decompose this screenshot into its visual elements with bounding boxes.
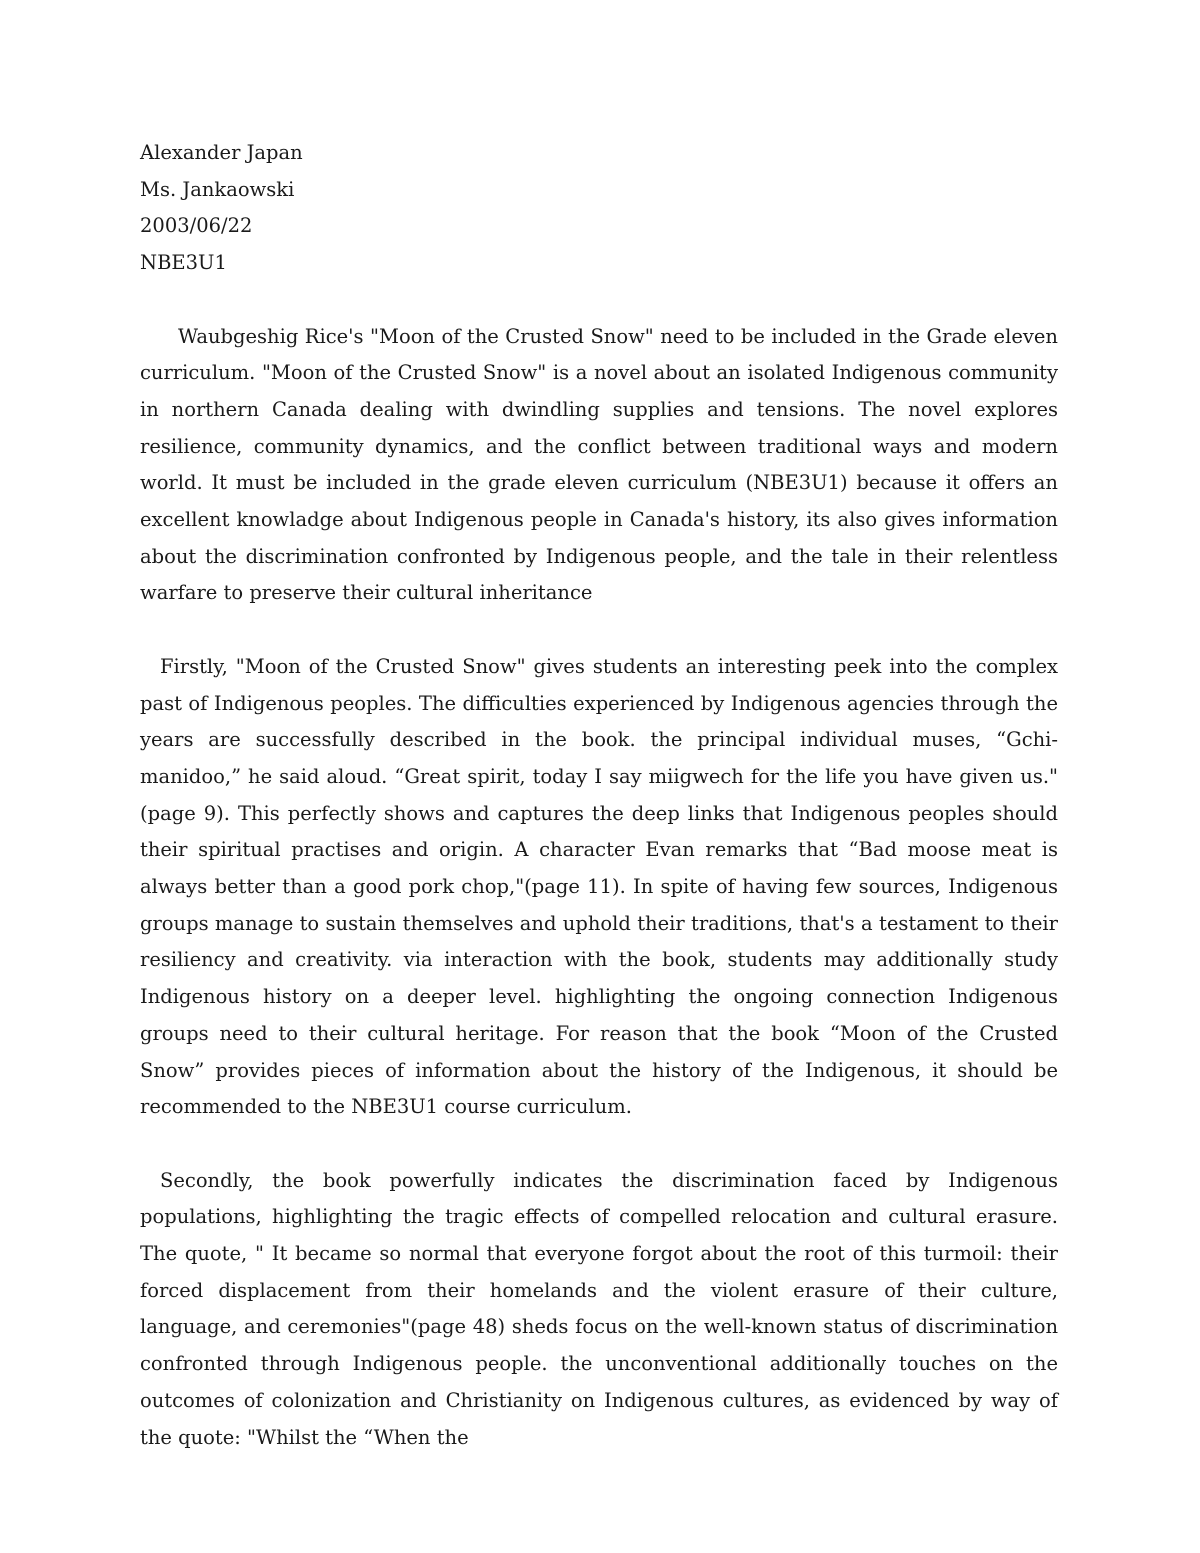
essay-date: 2003/06/22 <box>140 214 253 238</box>
student-name: Alexander Japan <box>140 141 303 164</box>
paragraph-introduction: Waubgeshig Rice's "Moon of the Crusted Snow" need to be included in the Grade eleven curriculum. "Moon of the Crusted Snow" is a novel about an isolated Indigenous community in northern Canada dealing with dwindling supplies and tensions. The novel explores resilience, community dynamics, and the conflict between traditional ways and modern world. It must be included in the grade eleven curriculum (NBE3U1) because it offers an excellent knowladge about Indigenous people in Canada's history, its also gives information about the discrimination confronted by Indigenous people, and the tale in their relentless warfare to preserve their cultural inheritance <box>140 324 1058 605</box>
teacher-name: Ms. Jankaowski <box>140 177 295 201</box>
paragraph-body-first: Firstly, "Moon of the Crusted Snow" gives students an interesting peek into the complex past of Indigenous peoples. The difficulties experienced by Indigenous agencies through the years are successfully described in the book. the principal individual muses, “Gchi-manidoo,” he said aloud. “Great spirit, today I say miigwech for the life you have given us."(page 9). This perfectly shows and captures the deep links that Indigenous peoples should their spiritual practises and origin. A character Evan remarks that “Bad moose meat is always better than a good pork chop,"(page 11). In spite of having few sources, Indigenous groups manage to sustain themselves and uphold their traditions, that's a testament to their resiliency and creativity. via interaction with the book, students may additionally study Indigenous history on a deeper level. highlighting the ongoing connection Indigenous groups need to their cultural heritage. For reason that the book “Moon of the Crusted Snow” provides pieces of information about the history of the Indigenous, it should be recommended to the NBE3U1 course curriculum. <box>140 654 1058 1119</box>
paragraph-body-second: Secondly, the book powerfully indicates the discrimination faced by Indigenous populations, highlighting the tragic effects of compelled relocation and cultural erasure. The quote, " It became so normal that everyone forgot about the root of this turmoil: their forced displacement from their homelands and the violent erasure of their culture, language, and ceremonies"(page 48) sheds focus on the well-known status of discrimination confronted through Indigenous people. the unconventional additionally touches on the outcomes of colonization and Christianity on Indigenous cultures, as evidenced by way of the quote: "Whilst the “When the <box>140 1168 1058 1449</box>
essay-header <box>140 135 1058 282</box>
document-body <box>140 135 1058 1456</box>
course-code: NBE3U1 <box>140 251 227 275</box>
